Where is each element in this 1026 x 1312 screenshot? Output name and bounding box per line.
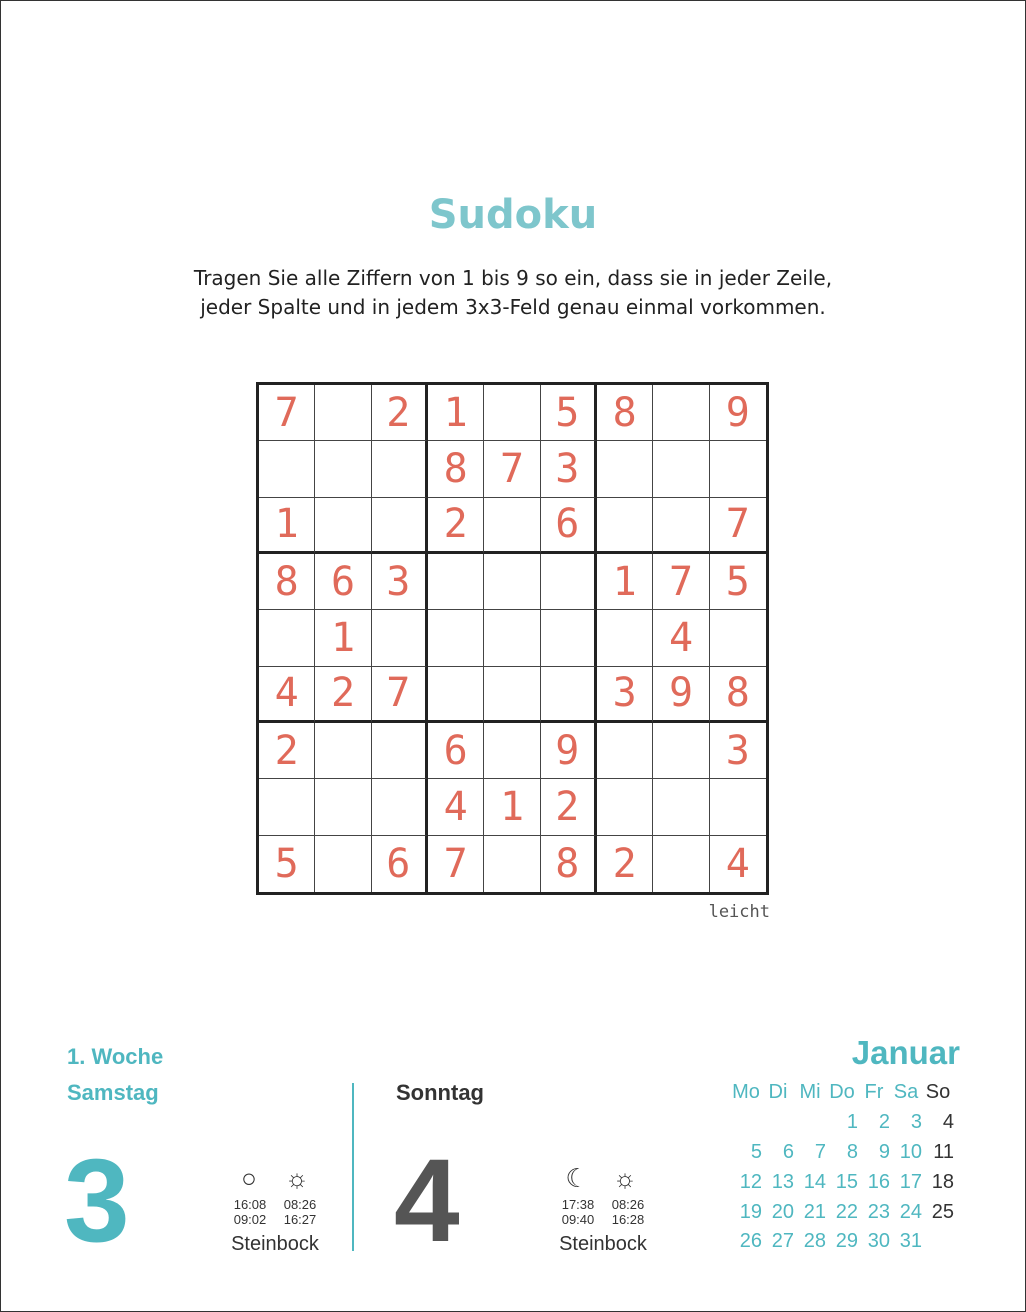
sudoku-cell: 2 <box>315 667 371 723</box>
calendar-day: 13 <box>771 1170 794 1193</box>
calendar-day: 24 <box>899 1200 922 1223</box>
sudoku-cell: 8 <box>541 836 597 892</box>
sudoku-cell <box>541 667 597 723</box>
sudoku-cell <box>710 779 766 835</box>
sudoku-cell <box>653 385 709 441</box>
sudoku-cell <box>484 385 540 441</box>
sudoku-cell <box>597 498 653 554</box>
calendar-day: 9 <box>878 1140 890 1163</box>
calendar-day: 31 <box>899 1230 922 1253</box>
sudoku-cell: 2 <box>541 779 597 835</box>
sudoku-cell: 8 <box>710 667 766 723</box>
instructions <box>120 264 906 322</box>
day-number-saturday: 3 <box>64 1135 130 1267</box>
calendar-day: 14 <box>803 1170 826 1193</box>
calendar-day: 11 <box>933 1140 954 1163</box>
sudoku-cell: 5 <box>541 385 597 441</box>
calendar-day: 15 <box>835 1170 858 1193</box>
calendar-weekday: Do <box>829 1081 855 1104</box>
calendar-day: 21 <box>803 1200 826 1223</box>
sudoku-cell <box>653 779 709 835</box>
calendar-day: 30 <box>867 1230 890 1253</box>
sudoku-cell: 4 <box>725 840 750 887</box>
calendar-month: Januar <box>851 1034 960 1071</box>
sudoku-cell <box>372 441 428 497</box>
sudoku-cell: 2 <box>597 836 653 892</box>
puzzle-title: Sudoku <box>428 192 598 238</box>
full-moon-icon: ○ <box>241 1163 257 1193</box>
sudoku-cell <box>315 836 371 892</box>
sudoku-cell: 3 <box>597 667 653 723</box>
sudoku-cell <box>710 441 766 497</box>
sudoku-cell: 2 <box>428 498 484 554</box>
calendar-weekday: Mo <box>732 1081 760 1104</box>
sudoku-cell: 2 <box>259 723 315 779</box>
week-label: 1. Woche <box>67 1044 164 1069</box>
sudoku-cell: 7 <box>428 836 484 892</box>
sudoku-cell: 8 <box>597 385 653 441</box>
sudoku-cell: 3 <box>710 723 766 779</box>
calendar-day: 26 <box>739 1230 762 1253</box>
day-name-sunday: Sonntag <box>396 1080 484 1105</box>
sudoku-cell: 9 <box>710 385 766 441</box>
calendar-day: 28 <box>803 1230 826 1253</box>
calendar-day: 22 <box>835 1200 858 1223</box>
crescent-moon-icon: ☾ <box>565 1163 589 1193</box>
day-number-sunday: 4 <box>394 1135 460 1267</box>
calendar-day: 20 <box>771 1200 794 1223</box>
calendar-week-row <box>730 1167 962 1197</box>
mini-calendar <box>730 1078 962 1257</box>
sudoku-cell <box>315 723 371 779</box>
sudoku-cell <box>484 554 540 610</box>
sudoku-cell <box>315 385 371 441</box>
sudoku-cell <box>653 441 709 497</box>
sudoku-cell <box>428 667 484 723</box>
sudoku-cell <box>541 554 597 610</box>
sudoku-cell: 6 <box>428 723 484 779</box>
calendar-day: 29 <box>835 1230 858 1253</box>
calendar-week-row <box>730 1227 962 1257</box>
instructions-line-2: jeder Spalte und in jedem 3x3-Feld genau einmal vorkommen. <box>200 295 826 319</box>
difficulty-label: leicht <box>708 902 770 922</box>
sudoku-cell <box>484 723 540 779</box>
calendar-day: 18 <box>931 1170 954 1193</box>
sudoku-cell: 7 <box>484 441 540 497</box>
sudoku-cell <box>484 836 540 892</box>
calendar-day: 25 <box>931 1200 954 1223</box>
moon-rise-time: 16:08 <box>233 1197 267 1212</box>
calendar-day: 16 <box>867 1170 890 1193</box>
sudoku-cell <box>653 836 709 892</box>
sudoku-cell: 1 <box>315 610 371 666</box>
astro-info-sunday <box>548 1163 658 1256</box>
sudoku-cell <box>597 610 653 666</box>
calendar-day: 4 <box>942 1111 954 1134</box>
sudoku-cell: 4 <box>428 779 484 835</box>
sudoku-cell: 7 <box>372 667 428 723</box>
calendar-weekday: Sa <box>893 1081 919 1104</box>
sudoku-cell: 4 <box>653 610 709 666</box>
sudoku-grid <box>256 382 769 895</box>
sudoku-cell: 2 <box>372 385 428 441</box>
astro-info-saturday <box>220 1163 330 1256</box>
sudoku-cell <box>315 779 371 835</box>
sun-set-time: 16:28 <box>611 1212 645 1227</box>
calendar-day: 2 <box>878 1111 890 1134</box>
sudoku-cell <box>541 610 597 666</box>
calendar-weekday: So <box>925 1081 951 1104</box>
sudoku-cell <box>710 610 766 666</box>
sudoku-cell <box>597 779 653 835</box>
calendar-weekday: Di <box>768 1081 788 1104</box>
sudoku-cell <box>428 610 484 666</box>
calendar-week-row <box>730 1197 962 1227</box>
calendar-day: 27 <box>771 1230 794 1253</box>
sun-set-time: 16:27 <box>283 1212 317 1227</box>
sudoku-cell <box>428 554 484 610</box>
calendar-day: 23 <box>867 1200 890 1223</box>
sudoku-cell <box>259 441 315 497</box>
calendar-week-row <box>730 1108 962 1138</box>
sudoku-cell: 1 <box>484 779 540 835</box>
sudoku-cell <box>484 667 540 723</box>
calendar-weekday: Mi <box>799 1081 821 1104</box>
calendar-day: 3 <box>910 1111 922 1134</box>
sudoku-cell <box>259 610 315 666</box>
calendar-day: 19 <box>739 1200 762 1223</box>
sudoku-cell: 5 <box>710 554 766 610</box>
sudoku-cell: 8 <box>259 554 315 610</box>
sun-icon: ☼ <box>285 1163 309 1193</box>
sudoku-cell: 7 <box>710 498 766 554</box>
calendar-day: 5 <box>750 1140 762 1163</box>
sudoku-cell <box>315 441 371 497</box>
sudoku-cell: 6 <box>541 498 597 554</box>
sun-rise-time: 08:26 <box>283 1197 317 1212</box>
sudoku-cell <box>372 610 428 666</box>
calendar-weekday-row <box>730 1078 962 1108</box>
instructions-line-1: Tragen Sie alle Ziffern von 1 bis 9 so ein, dass sie in jeder Zeile, <box>193 266 833 290</box>
sudoku-cell: 3 <box>541 441 597 497</box>
sudoku-cell <box>597 441 653 497</box>
sudoku-cell: 1 <box>259 498 315 554</box>
moon-rise-time: 17:38 <box>561 1197 595 1212</box>
sudoku-cell <box>259 779 315 835</box>
calendar-day: 10 <box>899 1140 922 1163</box>
sudoku-cell <box>372 779 428 835</box>
moon-set-time: 09:40 <box>561 1212 595 1227</box>
sudoku-cell <box>315 498 371 554</box>
sudoku-cell <box>653 498 709 554</box>
sudoku-cell: 5 <box>259 836 315 892</box>
sudoku-cell: 3 <box>372 554 428 610</box>
sudoku-cell <box>372 723 428 779</box>
sudoku-cell <box>484 610 540 666</box>
sudoku-cell: 4 <box>259 667 315 723</box>
sudoku-cell <box>653 723 709 779</box>
sudoku-cell: 8 <box>428 441 484 497</box>
calendar-day: 17 <box>899 1170 922 1193</box>
calendar-weekday: Fr <box>864 1081 884 1104</box>
sudoku-cell <box>484 498 540 554</box>
zodiac-sign: Steinbock <box>559 1233 647 1255</box>
sun-icon: ☼ <box>613 1163 637 1193</box>
day-divider <box>352 1083 354 1251</box>
calendar-day: 12 <box>739 1170 762 1193</box>
sudoku-cell: 9 <box>541 723 597 779</box>
sudoku-cell: 9 <box>653 667 709 723</box>
day-name-saturday: Samstag <box>67 1080 159 1105</box>
zodiac-sign: Steinbock <box>231 1233 319 1255</box>
calendar-day: 1 <box>846 1111 858 1134</box>
sudoku-cell <box>372 498 428 554</box>
sudoku-cell: 6 <box>315 554 371 610</box>
moon-set-time: 09:02 <box>233 1212 267 1227</box>
sudoku-cell: 7 <box>259 385 315 441</box>
calendar-day: 8 <box>846 1140 858 1163</box>
sudoku-cell: 1 <box>597 554 653 610</box>
sun-rise-time: 08:26 <box>611 1197 645 1212</box>
calendar-day: 6 <box>782 1140 794 1163</box>
sudoku-cell: 7 <box>653 554 709 610</box>
sudoku-cell <box>597 723 653 779</box>
calendar-week-row <box>730 1138 962 1168</box>
sudoku-cell: 1 <box>428 385 484 441</box>
sudoku-cell: 6 <box>372 836 428 892</box>
calendar-day: 7 <box>814 1140 826 1163</box>
